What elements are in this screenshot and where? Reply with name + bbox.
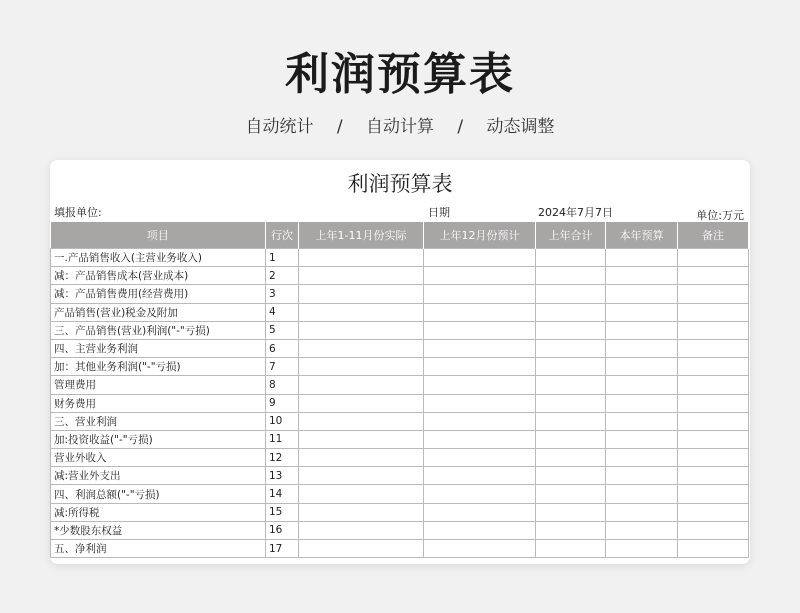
column-header-row-no: 行次 bbox=[266, 222, 299, 249]
column-header-prior-dec: 上年12月份预计 bbox=[424, 222, 536, 249]
budget-cell[interactable] bbox=[606, 394, 678, 412]
item-cell: *少数股东权益 bbox=[51, 521, 266, 539]
prior-jan-nov-cell[interactable] bbox=[299, 467, 424, 485]
row-number-cell: 13 bbox=[266, 467, 299, 485]
subtitle-separator: / bbox=[336, 117, 343, 137]
prior-total-cell[interactable] bbox=[536, 267, 606, 285]
subtitle-separator: / bbox=[457, 117, 464, 137]
item-cell: 加:投资收益("-"亏损) bbox=[51, 430, 266, 448]
notes-cell[interactable] bbox=[678, 540, 749, 558]
row-number-cell: 9 bbox=[266, 394, 299, 412]
table-row bbox=[51, 503, 749, 521]
row-number-cell: 2 bbox=[266, 267, 299, 285]
budget-cell[interactable] bbox=[606, 449, 678, 467]
reporter-label: 填报单位: bbox=[54, 206, 102, 219]
row-number-cell: 11 bbox=[266, 430, 299, 448]
prior-jan-nov-cell[interactable] bbox=[299, 303, 424, 321]
prior-dec-cell[interactable] bbox=[424, 521, 536, 539]
budget-cell[interactable] bbox=[606, 358, 678, 376]
prior-total-cell[interactable] bbox=[536, 376, 606, 394]
prior-total-cell[interactable] bbox=[536, 303, 606, 321]
prior-dec-cell[interactable] bbox=[424, 285, 536, 303]
prior-jan-nov-cell[interactable] bbox=[299, 540, 424, 558]
item-cell: 一.产品销售收入(主营业务收入) bbox=[51, 249, 266, 267]
item-cell: 四、主营业务利润 bbox=[51, 339, 266, 357]
prior-dec-cell[interactable] bbox=[424, 394, 536, 412]
table-header-row bbox=[51, 222, 749, 249]
budget-cell[interactable] bbox=[606, 321, 678, 339]
budget-cell[interactable] bbox=[606, 412, 678, 430]
table-row bbox=[51, 449, 749, 467]
page-subtitle bbox=[0, 112, 800, 137]
prior-total-cell[interactable] bbox=[536, 339, 606, 357]
prior-jan-nov-cell[interactable] bbox=[299, 485, 424, 503]
item-cell: 减：产品销售费用(经营费用) bbox=[51, 285, 266, 303]
prior-total-cell[interactable] bbox=[536, 449, 606, 467]
prior-jan-nov-cell[interactable] bbox=[299, 249, 424, 267]
prior-total-cell[interactable] bbox=[536, 521, 606, 539]
budget-cell[interactable] bbox=[606, 339, 678, 357]
row-number-cell: 15 bbox=[266, 503, 299, 521]
row-number-cell: 5 bbox=[266, 321, 299, 339]
prior-jan-nov-cell[interactable] bbox=[299, 339, 424, 357]
item-cell: 五、净利润 bbox=[51, 540, 266, 558]
prior-total-cell[interactable] bbox=[536, 467, 606, 485]
budget-cell[interactable] bbox=[606, 267, 678, 285]
row-number-cell: 3 bbox=[266, 285, 299, 303]
notes-cell[interactable] bbox=[678, 467, 749, 485]
table-row bbox=[51, 540, 749, 558]
notes-cell[interactable] bbox=[678, 358, 749, 376]
date-value: 2024年7月7日 bbox=[538, 206, 613, 219]
item-cell: 三、产品销售(营业)利润("-"亏损) bbox=[51, 321, 266, 339]
notes-cell[interactable] bbox=[678, 249, 749, 267]
column-header-prior-jan-nov: 上年1-11月份实际 bbox=[299, 222, 424, 249]
prior-jan-nov-cell[interactable] bbox=[299, 412, 424, 430]
item-cell: 加：其他业务利润("-"亏损) bbox=[51, 358, 266, 376]
table-row bbox=[51, 412, 749, 430]
table-row bbox=[51, 467, 749, 485]
table-row bbox=[51, 430, 749, 448]
date-label: 日期 bbox=[428, 206, 450, 219]
prior-jan-nov-cell[interactable] bbox=[299, 430, 424, 448]
notes-cell[interactable] bbox=[678, 394, 749, 412]
prior-dec-cell[interactable] bbox=[424, 358, 536, 376]
notes-cell[interactable] bbox=[678, 267, 749, 285]
table-row bbox=[51, 358, 749, 376]
prior-total-cell[interactable] bbox=[536, 540, 606, 558]
row-number-cell: 1 bbox=[266, 249, 299, 267]
row-number-cell: 6 bbox=[266, 339, 299, 357]
prior-jan-nov-cell[interactable] bbox=[299, 394, 424, 412]
row-number-cell: 4 bbox=[266, 303, 299, 321]
spreadsheet-card bbox=[50, 160, 750, 564]
row-number-cell: 17 bbox=[266, 540, 299, 558]
subtitle-item: 动态调整 bbox=[486, 117, 555, 137]
prior-dec-cell[interactable] bbox=[424, 503, 536, 521]
table-row bbox=[51, 339, 749, 357]
notes-cell[interactable] bbox=[678, 521, 749, 539]
item-cell: 减:所得税 bbox=[51, 503, 266, 521]
budget-cell[interactable] bbox=[606, 521, 678, 539]
prior-dec-cell[interactable] bbox=[424, 430, 536, 448]
notes-cell[interactable] bbox=[678, 503, 749, 521]
table-row bbox=[51, 249, 749, 267]
prior-jan-nov-cell[interactable] bbox=[299, 449, 424, 467]
notes-cell[interactable] bbox=[678, 303, 749, 321]
notes-cell[interactable] bbox=[678, 321, 749, 339]
page-title: 利润预算表 bbox=[285, 49, 515, 100]
prior-dec-cell[interactable] bbox=[424, 449, 536, 467]
budget-cell[interactable] bbox=[606, 503, 678, 521]
prior-dec-cell[interactable] bbox=[424, 321, 536, 339]
table-row bbox=[51, 285, 749, 303]
item-cell: 三、营业利润 bbox=[51, 412, 266, 430]
sheet-title: 利润预算表 bbox=[347, 172, 453, 196]
prior-total-cell[interactable] bbox=[536, 430, 606, 448]
budget-cell[interactable] bbox=[606, 540, 678, 558]
table-row bbox=[51, 521, 749, 539]
budget-cell[interactable] bbox=[606, 467, 678, 485]
row-number-cell: 12 bbox=[266, 449, 299, 467]
prior-total-cell[interactable] bbox=[536, 321, 606, 339]
notes-cell[interactable] bbox=[678, 285, 749, 303]
prior-jan-nov-cell[interactable] bbox=[299, 358, 424, 376]
row-number-cell: 16 bbox=[266, 521, 299, 539]
prior-dec-cell[interactable] bbox=[424, 485, 536, 503]
budget-cell[interactable] bbox=[606, 485, 678, 503]
item-cell: 财务费用 bbox=[51, 394, 266, 412]
prior-jan-nov-cell[interactable] bbox=[299, 285, 424, 303]
row-number-cell: 14 bbox=[266, 485, 299, 503]
table-row bbox=[51, 376, 749, 394]
column-header-notes: 备注 bbox=[678, 222, 749, 249]
budget-cell[interactable] bbox=[606, 285, 678, 303]
prior-jan-nov-cell[interactable] bbox=[299, 376, 424, 394]
prior-total-cell[interactable] bbox=[536, 358, 606, 376]
prior-dec-cell[interactable] bbox=[424, 249, 536, 267]
prior-total-cell[interactable] bbox=[536, 394, 606, 412]
prior-total-cell[interactable] bbox=[536, 412, 606, 430]
prior-total-cell[interactable] bbox=[536, 249, 606, 267]
unit-label: 单位:万元 bbox=[696, 209, 744, 222]
item-cell: 营业外收入 bbox=[51, 449, 266, 467]
column-header-item: 项目 bbox=[51, 222, 266, 249]
table-row bbox=[51, 485, 749, 503]
column-header-budget: 本年预算 bbox=[606, 222, 678, 249]
prior-jan-nov-cell[interactable] bbox=[299, 521, 424, 539]
subtitle-item: 自动计算 bbox=[366, 117, 434, 137]
prior-total-cell[interactable] bbox=[536, 285, 606, 303]
prior-dec-cell[interactable] bbox=[424, 339, 536, 357]
table-row bbox=[51, 267, 749, 285]
table-row bbox=[51, 303, 749, 321]
row-number-cell: 7 bbox=[266, 358, 299, 376]
table-row bbox=[51, 321, 749, 339]
prior-jan-nov-cell[interactable] bbox=[299, 503, 424, 521]
budget-cell[interactable] bbox=[606, 249, 678, 267]
item-cell: 产品销售(营业)税金及附加 bbox=[51, 303, 266, 321]
notes-cell[interactable] bbox=[678, 376, 749, 394]
prior-dec-cell[interactable] bbox=[424, 467, 536, 485]
notes-cell[interactable] bbox=[678, 339, 749, 357]
item-cell: 管理费用 bbox=[51, 376, 266, 394]
column-header-prior-total: 上年合计 bbox=[536, 222, 606, 249]
row-number-cell: 8 bbox=[266, 376, 299, 394]
notes-cell[interactable] bbox=[678, 449, 749, 467]
prior-dec-cell[interactable] bbox=[424, 267, 536, 285]
budget-cell[interactable] bbox=[606, 430, 678, 448]
prior-dec-cell[interactable] bbox=[424, 412, 536, 430]
row-number-cell: 10 bbox=[266, 412, 299, 430]
subtitle-item: 自动统计 bbox=[245, 117, 314, 137]
prior-jan-nov-cell[interactable] bbox=[299, 267, 424, 285]
notes-cell[interactable] bbox=[678, 430, 749, 448]
prior-total-cell[interactable] bbox=[536, 503, 606, 521]
prior-total-cell[interactable] bbox=[536, 485, 606, 503]
prior-dec-cell[interactable] bbox=[424, 303, 536, 321]
item-cell: 减：产品销售成本(营业成本) bbox=[51, 267, 266, 285]
notes-cell[interactable] bbox=[678, 485, 749, 503]
prior-dec-cell[interactable] bbox=[424, 540, 536, 558]
item-cell: 四、利润总额("-"亏损) bbox=[51, 485, 266, 503]
prior-jan-nov-cell[interactable] bbox=[299, 321, 424, 339]
table-row bbox=[51, 394, 749, 412]
budget-cell[interactable] bbox=[606, 303, 678, 321]
budget-cell[interactable] bbox=[606, 376, 678, 394]
item-cell: 减:营业外支出 bbox=[51, 467, 266, 485]
prior-dec-cell[interactable] bbox=[424, 376, 536, 394]
notes-cell[interactable] bbox=[678, 412, 749, 430]
profit-budget-table bbox=[50, 222, 749, 558]
